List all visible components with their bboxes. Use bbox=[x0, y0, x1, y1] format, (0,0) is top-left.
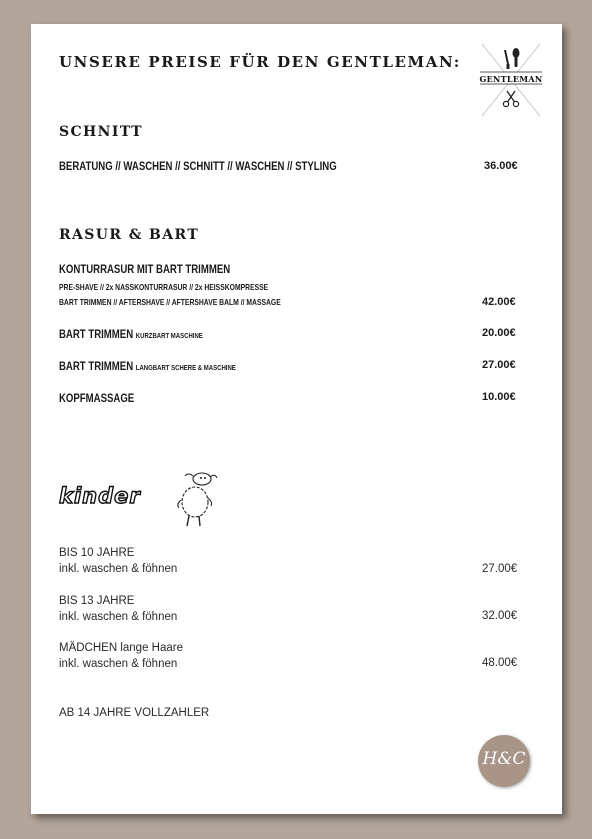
sheep-icon bbox=[175, 470, 219, 535]
kids-item-price: 27.00€ bbox=[482, 563, 518, 575]
service-price: 42.00€ bbox=[482, 296, 516, 308]
section-heading-kinder: kinder bbox=[59, 484, 141, 508]
service-label: KONTURRASUR MIT BART TRIMMEN bbox=[59, 262, 231, 276]
service-label-row bbox=[59, 327, 203, 341]
service-subtitle: KURZBART MASCHINE bbox=[135, 331, 203, 340]
hc-monogram-logo bbox=[478, 735, 530, 787]
kids-item-price: 32.00€ bbox=[482, 610, 518, 622]
service-price: 36.00€ bbox=[484, 160, 518, 172]
price-list-page bbox=[31, 24, 562, 814]
service-subtitle: LANGBART SCHERE & MASCHINE bbox=[135, 363, 236, 372]
service-label: KOPFMASSAGE bbox=[59, 391, 135, 405]
monogram-text: H&C bbox=[482, 749, 526, 769]
kids-item-detail: inkl. waschen & föhnen bbox=[59, 658, 178, 670]
section-heading-rasur: RASUR & BART bbox=[59, 227, 200, 243]
service-price: 27.00€ bbox=[482, 359, 516, 371]
kids-item bbox=[59, 545, 177, 577]
kids-item bbox=[59, 593, 177, 625]
kids-item-title: MÄDCHEN lange Haare bbox=[59, 642, 183, 654]
service-detail: BART TRIMMEN // AFTERSHAVE // AFTERSHAVE BALM // MASSAGE bbox=[59, 297, 281, 307]
service-price: 20.00€ bbox=[482, 327, 516, 339]
kids-item-price: 48.00€ bbox=[482, 657, 518, 669]
kids-item-title: BIS 13 JAHRE bbox=[59, 595, 135, 607]
service-detail: PRE-SHAVE // 2x NASSKONTURRASUR // 2x HEISSKOMPRESSE bbox=[59, 282, 269, 292]
service-price: 10.00€ bbox=[482, 391, 516, 403]
page-title: UNSERE PREISE FÜR DEN GENTLEMAN: bbox=[59, 53, 461, 71]
kids-item-detail: inkl. waschen & föhnen bbox=[59, 563, 178, 575]
service-label: BART TRIMMEN bbox=[59, 359, 134, 373]
kids-footer-note: AB 14 JAHRE VOLLZAHLER bbox=[59, 707, 210, 719]
logo-label: GENTLEMAN bbox=[479, 74, 543, 84]
service-label-row bbox=[59, 359, 236, 373]
kids-item-title: BIS 10 JAHRE bbox=[59, 547, 135, 559]
section-heading-schnitt: SCHNITT bbox=[59, 124, 143, 140]
service-label: BART TRIMMEN bbox=[59, 327, 134, 341]
kids-item bbox=[59, 640, 183, 672]
gentleman-logo bbox=[478, 42, 544, 118]
kids-item-detail: inkl. waschen & föhnen bbox=[59, 611, 178, 623]
service-label: BERATUNG // WASCHEN // SCHNITT // WASCHEN // STYLING bbox=[59, 159, 337, 173]
